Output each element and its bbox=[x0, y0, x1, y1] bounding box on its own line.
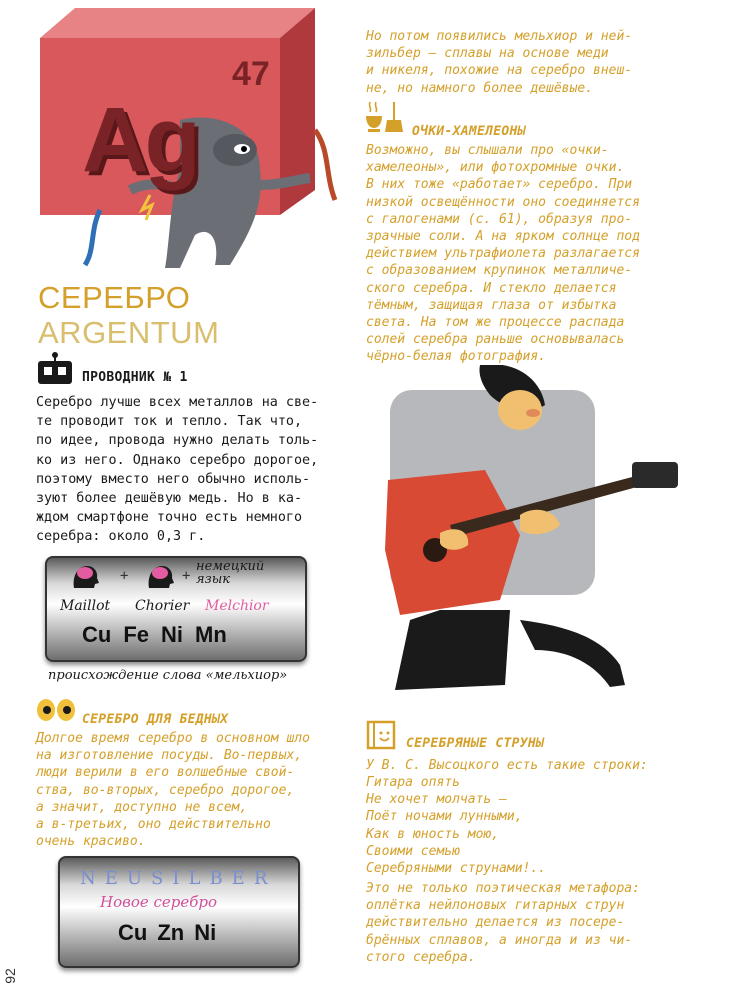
melchior-caption: происхождение слова «мельхиор» bbox=[48, 668, 288, 683]
chameleon-heading: ОЧКИ-ХАМЕЛЕОНЫ bbox=[412, 124, 526, 139]
formula-element: Ni bbox=[194, 920, 217, 945]
element-number: 47 bbox=[232, 55, 270, 93]
plus-sign-2: + bbox=[182, 568, 191, 584]
strings-heading: СЕРЕБРЯНЫЕ СТРУНЫ bbox=[406, 736, 545, 751]
formula-element: Fe bbox=[123, 622, 150, 647]
name-chorier: Chorier bbox=[135, 598, 190, 614]
strings-poem: Гитара опять Не хочет молчать — Поёт ночами лунными, Как в юность мою, Своими семью Серебряными струнами!.. bbox=[366, 775, 547, 877]
conductor-heading: ПРОВОДНИК № 1 bbox=[82, 370, 188, 385]
element-name-latin: ARGENTUM bbox=[38, 315, 220, 350]
element-symbol: Ag bbox=[82, 89, 197, 191]
page-number: 92 bbox=[2, 968, 18, 984]
element-name-ru: СЕРЕБРО bbox=[38, 280, 191, 315]
lab-flask-icon bbox=[364, 100, 404, 138]
formula-element: Mn bbox=[195, 622, 227, 647]
name-maillot: Maillot bbox=[60, 598, 111, 614]
formula-element: Cu bbox=[82, 622, 112, 647]
alloys-intro-text: Но потом появились мельхиор и ней- зильбер – сплавы на основе меди и никеля, похожие на серебро внеш- не, но намного более дешёвые. bbox=[366, 29, 633, 96]
formula-element: Cu bbox=[118, 920, 148, 945]
poor-silver-text: Долгое время серебро в основном шло на изготовление посуды. Во-первых, люди верили в его волшебные свой- ства, во-вторых, серебро дорогое, а значит, доступно не всем, а в-третьих, оно действительно очень красиво. bbox=[36, 731, 310, 850]
neusilber-formula bbox=[118, 920, 216, 946]
conductor-text: Серебро лучше всех металлов на све- те проводит ток и тепло. Так что, по идее, провода нужно делать толь- ко из него. Однако серебро дорогое, поэтому вместо него обычно исполь- зуют более дешёвую медь. Но в ка- ждом смартфоне точно есть немного серебра: около 0,3 г. bbox=[36, 395, 319, 545]
german-note: немецкий язык bbox=[196, 559, 265, 587]
guitarist-illustration bbox=[370, 365, 690, 710]
poor-silver-heading: СЕРЕБРО ДЛЯ БЕДНЫХ bbox=[82, 712, 229, 727]
eyes-icon bbox=[36, 698, 76, 726]
strings-intro: У В. С. Высоцкого есть такие строки: bbox=[366, 758, 648, 773]
head-icon-2 bbox=[145, 564, 175, 594]
formula-element: Zn bbox=[157, 920, 185, 945]
melchior-formula bbox=[82, 622, 227, 648]
plus-sign-1: + bbox=[120, 568, 129, 584]
robot-icon bbox=[36, 352, 74, 386]
strings-text: Это не только поэтическая метафора: оплётка нейлоновых гитарных струн действительно делается из посере- брённых сплавов, а иногда и из чи- стого серебра. bbox=[366, 881, 640, 965]
head-icon-1 bbox=[70, 564, 100, 594]
name-melchior: Melchior bbox=[205, 598, 269, 614]
chameleon-text: Возможно, вы слышали про «очки- хамелеоны», или фотохромные очки. В них тоже «работает» серебро. При низкой освещённости оно соединяется с галогенами (с. 61), образуя про- зрачные соли. А на ярком солнце под действием ультрафиолета разлагается с образованием крупинок металличе- ского серебра. И стекло делается тёмным, защищая глаза от избытка света. На том же процессе распада солей серебра раньше основывалась чёрно-белая фотография. bbox=[366, 143, 640, 365]
neusilber-translation: Новое серебро bbox=[100, 893, 218, 911]
formula-element: Ni bbox=[161, 622, 184, 647]
book-smile-icon bbox=[366, 720, 396, 754]
neusilber-word: NEUSILBER bbox=[80, 868, 277, 889]
